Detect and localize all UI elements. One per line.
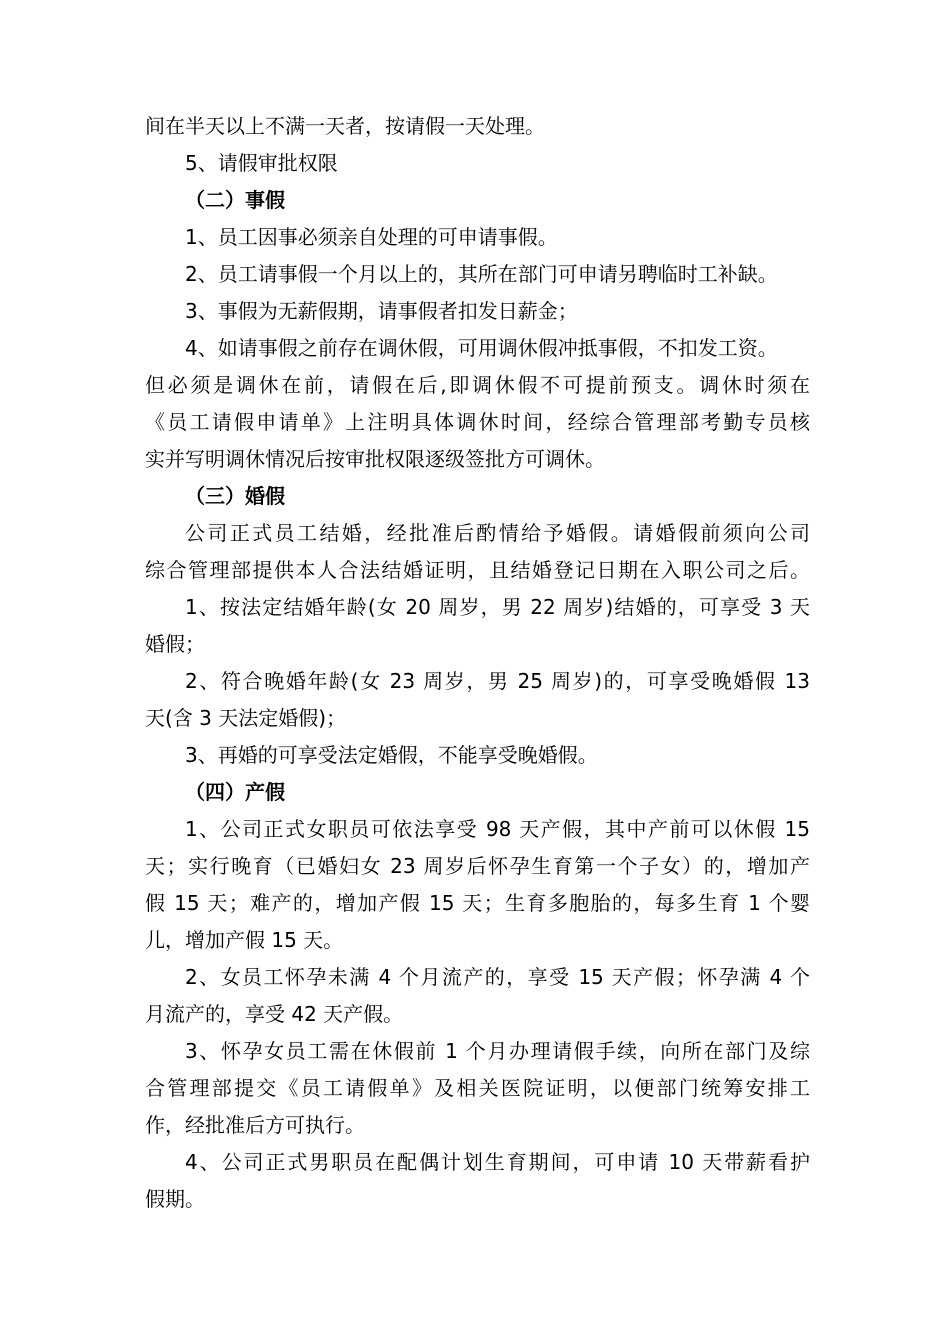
paragraph-start: 公司正式员工结婚，经批准后酌情给予婚假。请婚假前须向公司 bbox=[185, 521, 810, 545]
body-line: 假 15 天；难产的，增加产假 15 天；生育多胞胎的，每多生育 1 个婴 bbox=[145, 891, 810, 915]
body-line: 但必须是调休在前，请假在后,即调休假不可提前预支。调休时须在 bbox=[145, 373, 810, 397]
body-line: 实并写明调休情况后按审批权限逐级签批方可调休。 bbox=[145, 447, 605, 471]
body-line: 天；实行晚育（已婚妇女 23 周岁后怀孕生育第一个子女）的，增加产 bbox=[145, 854, 810, 878]
body-line: 综合管理部提供本人合法结婚证明，且结婚登记日期在入职公司之后。 bbox=[145, 558, 810, 582]
body-line: 合管理部提交《员工请假单》及相关医院证明，以便部门统筹安排工 bbox=[145, 1076, 810, 1100]
body-line: 间在半天以上不满一天者，按请假一天处理。 bbox=[145, 114, 545, 138]
section-heading: （三）婚假 bbox=[185, 484, 285, 508]
list-item: 3、事假为无薪假期，请事假者扣发日薪金； bbox=[185, 299, 578, 323]
list-item: 2、符合晚婚年龄(女 23 周岁，男 25 周岁)的，可享受晚婚假 13 bbox=[185, 669, 810, 693]
list-item: 2、女员工怀孕未满 4 个月流产的，享受 15 天产假；怀孕满 4 个 bbox=[185, 965, 810, 989]
list-item: 3、再婚的可享受法定婚假，不能享受晚婚假。 bbox=[185, 743, 598, 767]
list-item: 3、怀孕女员工需在休假前 1 个月办理请假手续，向所在部门及综 bbox=[185, 1039, 810, 1063]
list-item: 1、员工因事必须亲自处理的可申请事假。 bbox=[185, 225, 558, 249]
body-line: 作，经批准后方可执行。 bbox=[145, 1113, 365, 1137]
section-heading: （二）事假 bbox=[185, 188, 285, 212]
list-item: 4、如请事假之前存在调休假，可用调休假冲抵事假，不扣发工资。 bbox=[185, 336, 778, 360]
list-item: 4、公司正式男职员在配偶计划生育期间，可申请 10 天带薪看护 bbox=[185, 1150, 810, 1174]
body-line: 婚假； bbox=[145, 632, 205, 656]
body-line: 《员工请假申请单》上注明具体调休时间，经综合管理部考勤专员核 bbox=[145, 410, 810, 434]
body-line: 儿，增加产假 15 天。 bbox=[145, 928, 344, 952]
list-item: 5、请假审批权限 bbox=[185, 151, 338, 175]
list-item: 1、公司正式女职员可依法享受 98 天产假，其中产前可以休假 15 bbox=[185, 817, 810, 841]
list-item: 1、按法定结婚年龄(女 20 周岁，男 22 周岁)结婚的，可享受 3 天 bbox=[185, 595, 810, 619]
section-heading: （四）产假 bbox=[185, 780, 285, 804]
body-line: 天(含 3 天法定婚假)； bbox=[145, 706, 347, 730]
body-line: 假期。 bbox=[145, 1187, 205, 1211]
document-body bbox=[145, 108, 810, 1218]
body-line: 月流产的，享受 42 天产假。 bbox=[145, 1002, 404, 1026]
list-item: 2、员工请事假一个月以上的，其所在部门可申请另聘临时工补缺。 bbox=[185, 262, 778, 286]
